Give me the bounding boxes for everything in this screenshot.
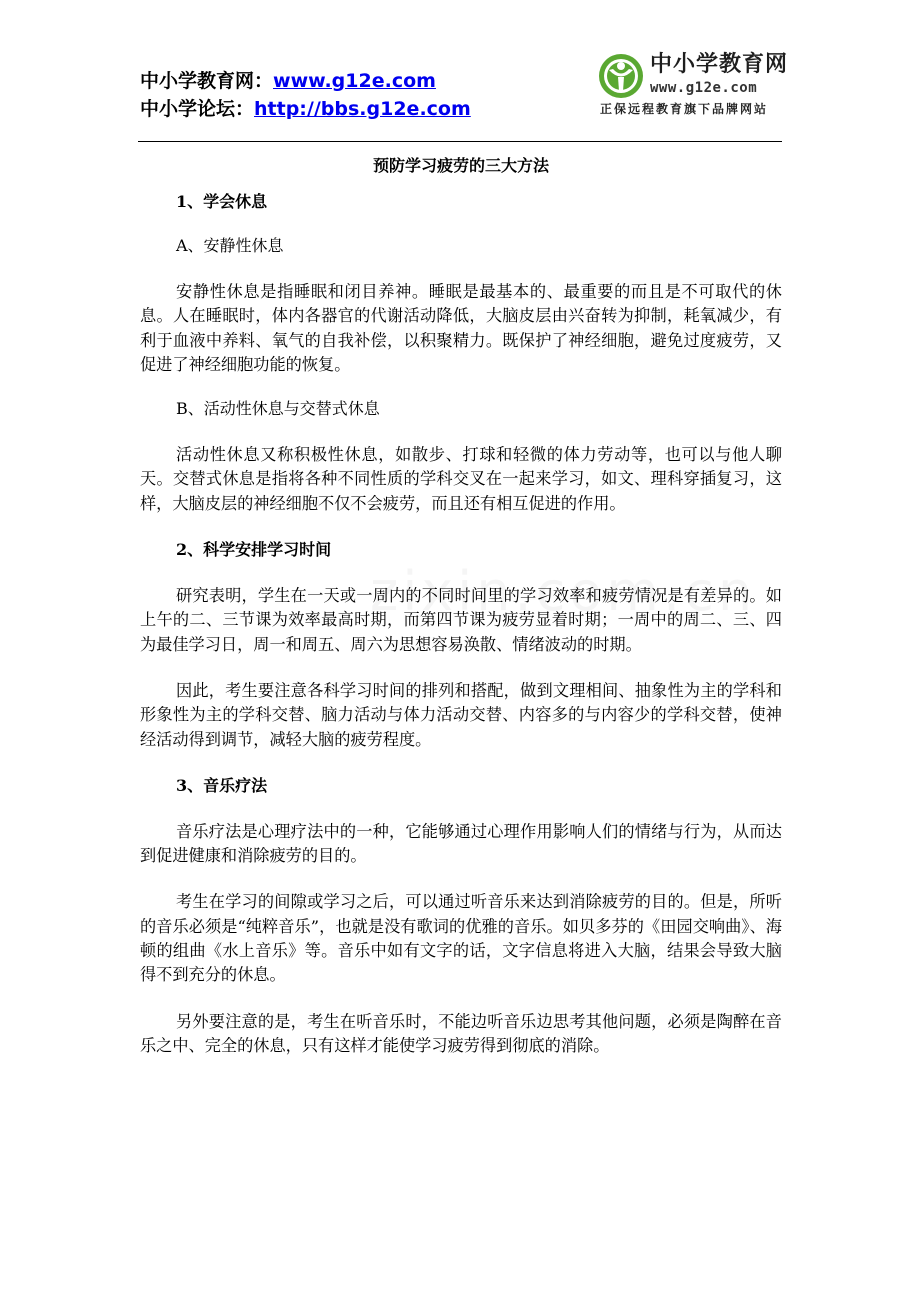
paragraph: 因此，考生要注意各科学习时间的排列和搭配，做到文理相间、抽象性为主的学科和形象性为主的学科交替、脑力活动与体力活动交替、内容多的与内容少的学科交替，使神经活动得到调节，减轻大脑的疲劳程度。: [140, 680, 782, 749]
section-heading: 2、科学安排学习时间: [176, 540, 332, 560]
site-url-link[interactable]: www.g12e.com: [273, 70, 436, 92]
paragraph: 考生在学习的间隙或学习之后，可以通过听音乐来达到消除疲劳的目的。但是，所听的音乐必须是“纯粹音乐”，也就是没有歌词的优雅的音乐。如贝多芬的《田园交响曲》、海顿的组曲《水上音乐》等。音乐中如有文字的话，文字信息将进入大脑，结果会导致大脑得不到充分的休息。: [140, 892, 782, 985]
logo-title: 中小学教育网: [650, 52, 789, 77]
document-title: 预防学习疲劳的三大方法: [372, 156, 549, 175]
paragraph: 另外要注意的是，考生在听音乐时，不能边听音乐边思考其他问题，必须是陶醉在音乐之中、完全的休息，只有这样才能使学习疲劳得到彻底的消除。: [140, 1011, 782, 1055]
logo-emblem-icon: [598, 53, 644, 99]
paragraph: 安静性休息是指睡眠和闭目养神。睡眠是最基本的、最重要的而且是不可取代的休息。人在睡眠时，体内各器官的代谢活动降低，大脑皮层由兴奋转为抑制，耗氧减少，有利于血液中养料、氧气的自我补偿，以积聚精力。既保护了神经细胞，避免过度疲劳，又促进了神经细胞功能的恢复。: [140, 282, 782, 374]
forum-url-link[interactable]: http://bbs.g12e.com: [254, 98, 471, 120]
section-heading: 3、音乐疗法: [176, 775, 268, 795]
paragraph: 音乐疗法是心理疗法中的一种，它能够通过心理作用影响人们的情绪与行为，从而达到促进健康和消除疲劳的目的。: [140, 821, 782, 866]
paragraph: 活动性休息又称积极性休息，如散步、打球和轻微的体力劳动等，也可以与他人聊天。交替式休息是指将各种不同性质的学科交叉在一起来学习，如文、理科穿插复习，这样，大脑皮层的神经细胞不仅不会疲劳，而且还有相互促进的作用。: [140, 445, 782, 513]
section-heading: 1、学会休息: [176, 192, 268, 211]
page-header: [0, 0, 920, 142]
paragraph: 研究表明，学生在一天或一周内的不同时间里的学习效率和疲劳情况是有差异的。如上午的二、三节课为效率最高时期，而第四节课为疲劳显着时期；一周中的周二、三、四为最佳学习日，周一和周五、周六为思想容易涣散、情绪波动的时期。: [140, 586, 782, 654]
forum-label: 中小学论坛：: [140, 98, 255, 120]
header-divider: [138, 141, 782, 142]
logo-url: www.g12e.com: [650, 80, 758, 96]
site-link-line: [140, 68, 436, 94]
logo-tagline: 正保远程教育旗下品牌网站: [600, 102, 769, 116]
document-body: [140, 152, 782, 1058]
site-logo[interactable]: [598, 50, 798, 120]
forum-link-line: [140, 96, 471, 122]
subsection-heading: A、安静性休息: [176, 236, 284, 255]
subsection-heading: B、活动性休息与交替式休息: [176, 399, 380, 419]
site-label: 中小学教育网：: [140, 70, 274, 92]
